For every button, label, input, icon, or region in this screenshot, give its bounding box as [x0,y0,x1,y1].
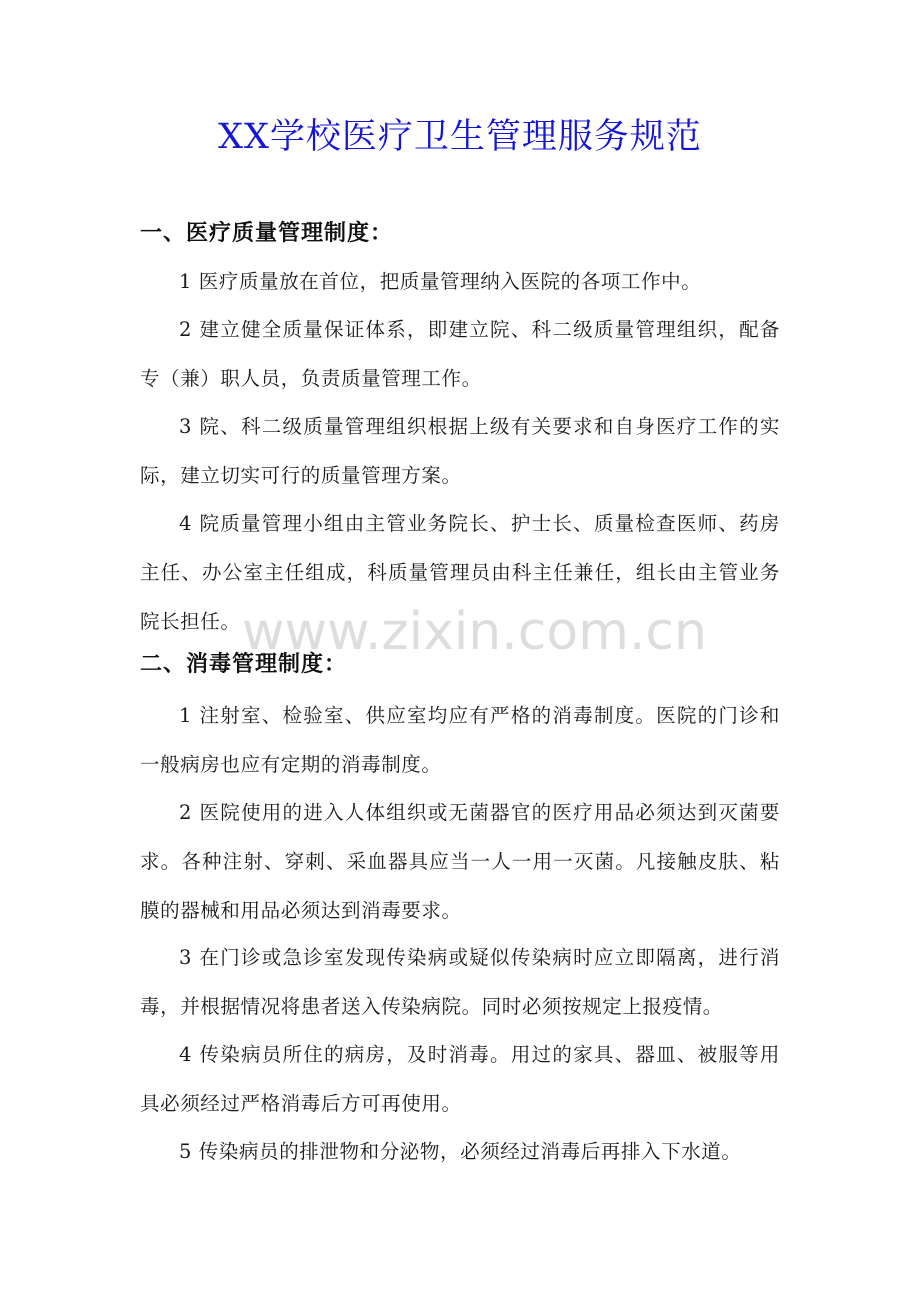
paragraph-quality-1: 1 医疗质量放在首位，把质量管理纳入医院的各项工作中。 [179,270,702,293]
watermark-text: www.zixin.com.cn [242,602,707,662]
paragraph-disinfection-1: 1 注射室、检验室、供应室均应有严格的消毒制度。医院的门诊和一般病房也应有定期的消毒制度。 [140,704,780,776]
paragraph-quality-4: 4 院质量管理小组由主管业务院长、护士长、质量检查医师、药房主任、办公室主任组成，科质量管理员由科主任兼任，组长由主管业务院长担任。 [140,512,780,633]
paragraph-quality-2: 2 建立健全质量保证体系，即建立院、科二级质量管理组织，配备专（兼）职人员，负责质量管理工作。 [140,318,780,390]
paragraph-disinfection-2: 2 医院使用的进入人体组织或无菌器官的医疗用品必须达到灭菌要求。各种注射、穿刺、采血器具应当一人一用一灭菌。凡接触皮肤、粘膜的器械和用品必须达到消毒要求。 [140,801,780,922]
paragraph-disinfection-5: 5 传染病员的排泄物和分泌物，必须经过消毒后再排入下水道。 [179,1140,742,1163]
paragraph-disinfection-4: 4 传染病员所住的病房，及时消毒。用过的家具、器皿、被服等用具必须经过严格消毒后方可再使用。 [140,1043,780,1115]
document-title: XX学校医疗卫生管理服务规范 [218,117,702,157]
section-heading-disinfection: 二、消毒管理制度： [140,652,348,677]
section-heading-quality: 一、医疗质量管理制度： [140,221,394,246]
paragraph-disinfection-3: 3 在门诊或急诊室发现传染病或疑似传染病时应立即隔离，进行消毒，并根据情况将患者送入传染病院。同时必须按规定上报疫情。 [140,946,780,1018]
paragraph-quality-3: 3 院、科二级质量管理组织根据上级有关要求和自身医疗工作的实际，建立切实可行的质量管理方案。 [140,415,780,487]
